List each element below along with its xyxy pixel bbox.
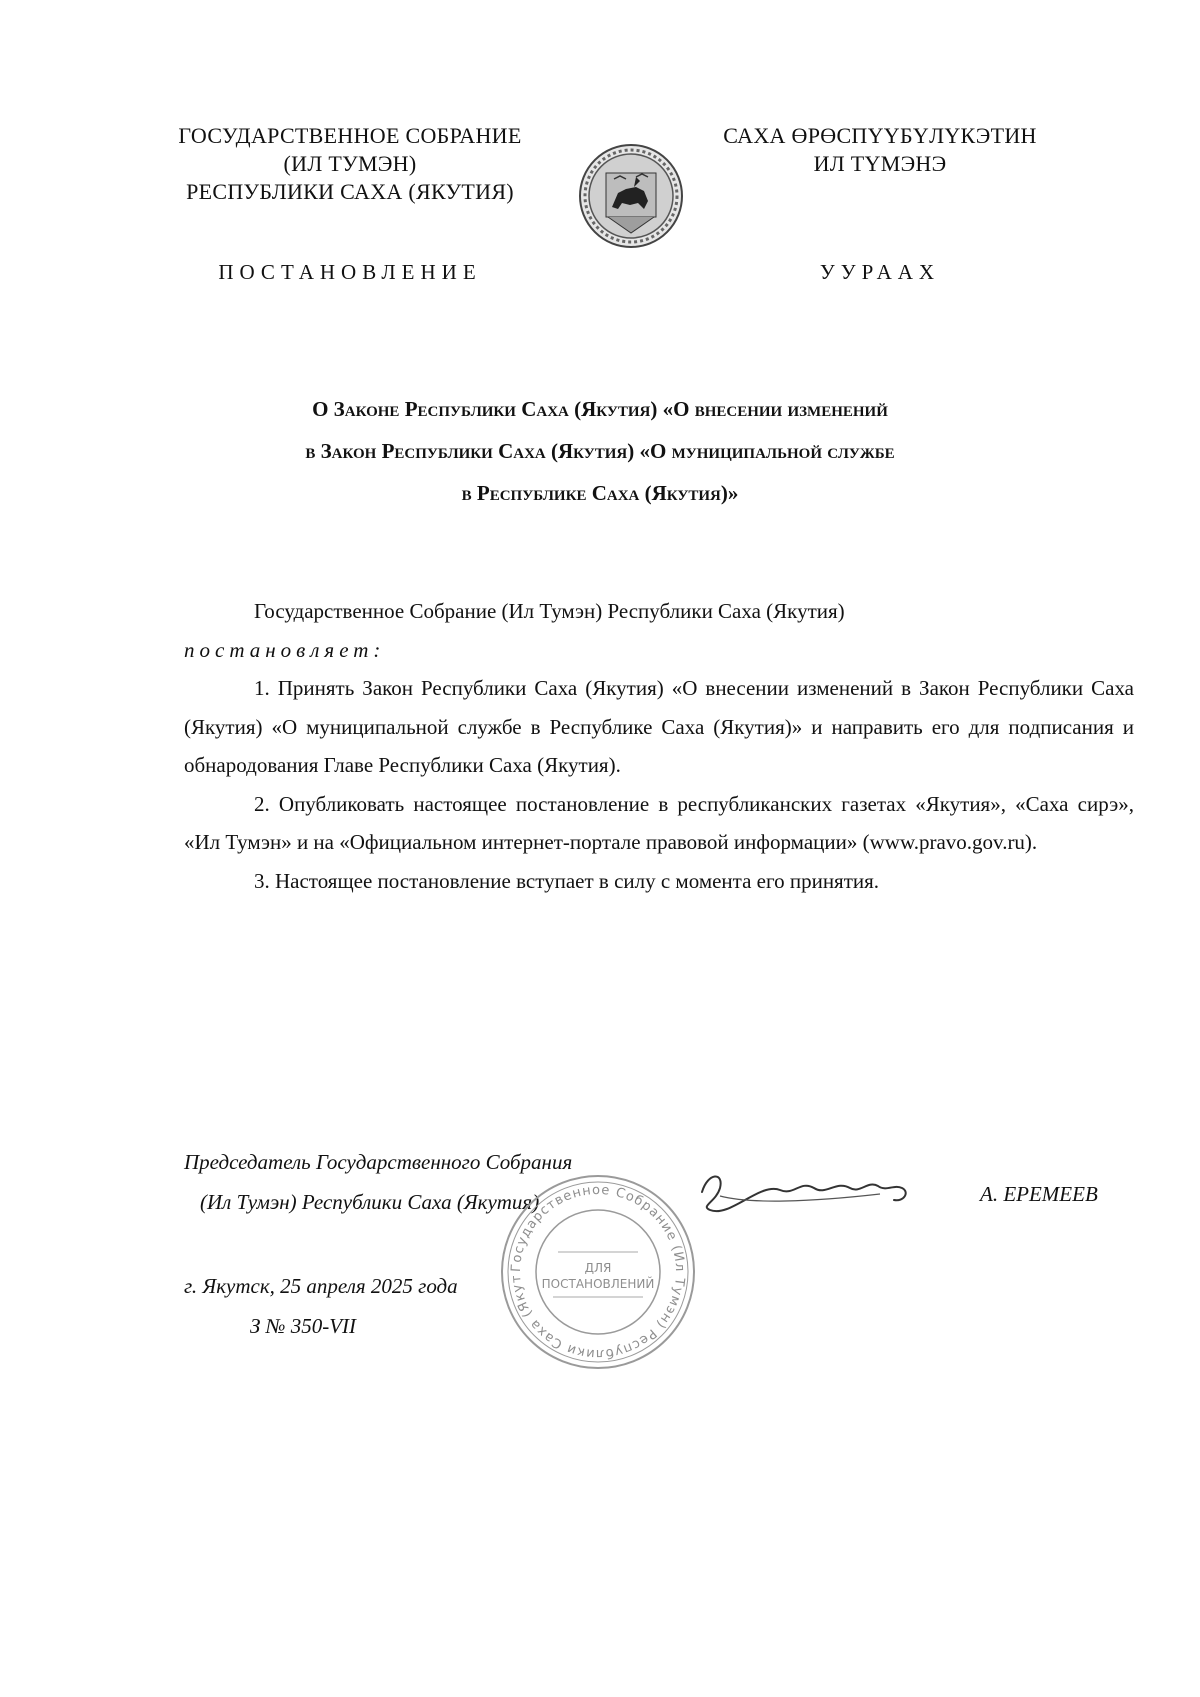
header-right-line-1: САХА ӨРӨСПҮҮБҮЛҮКЭТИН xyxy=(723,123,1037,148)
header-right-line-2: ИЛ ТҮМЭНЭ xyxy=(813,151,947,176)
signatory-title-line-1: Председатель Государственного Собрания xyxy=(184,1150,573,1174)
place-date-text: г. Якутск, 25 апреля 2025 года xyxy=(184,1274,458,1298)
header-left-line-3: РЕСПУБЛИКИ САХА (ЯКУТИЯ) xyxy=(186,179,514,204)
doc-type-russian: ПОСТАНОВЛЕНИЕ xyxy=(218,260,482,284)
intro-text: Государственное Собрание (Ил Тумэн) Республики Саха (Якутия) xyxy=(254,599,845,623)
document-title xyxy=(180,388,1020,514)
header-right xyxy=(700,122,1060,178)
title-line-2: в Закон Республики Саха (Якутия) «О муниципальной службе xyxy=(305,439,895,463)
document-body xyxy=(184,592,1134,900)
seal-center-line-2: ПОСТАНОВЛЕНИЙ xyxy=(541,1277,655,1291)
signatory-name: А. ЕРЕМЕЕВ xyxy=(980,1182,1098,1206)
signatory-title-line-2: (Ил Тумэн) Республики Саха (Якутия) xyxy=(200,1190,540,1214)
seal-center-line-1: ДЛЯ xyxy=(584,1261,612,1275)
handwritten-signature xyxy=(690,1162,920,1222)
official-seal xyxy=(498,1172,698,1372)
intro-paragraph xyxy=(184,592,1134,631)
seal-ring-text: Государственное Собрание (Ил Тумэн) Республики Саха (Якут xyxy=(508,1182,688,1362)
clause-1: 1. Принять Закон Республики Саха (Якутия) «О внесении изменений в Закон Республики Саха (Якутия) «О муниципальной службе в Республике Саха (Якутия)» и направить его для подписания и обнародования Главе Республики Саха (Якутия). xyxy=(184,676,1134,777)
header-left-line-1: ГОСУДАРСТВЕННОЕ СОБРАНИЕ xyxy=(178,123,522,148)
clause-3: 3. Настоящее постановление вступает в силу с момента его принятия. xyxy=(254,868,880,893)
header-left-line-2: (ИЛ ТУМЭН) xyxy=(283,151,417,176)
coat-of-arms-emblem xyxy=(578,143,684,249)
doc-type-yakut: УУРААХ xyxy=(819,260,941,284)
title-line-3: в Республике Саха (Якутия)» xyxy=(461,481,739,505)
place-and-date xyxy=(184,1266,458,1346)
intro-verb: постановляет: xyxy=(184,637,386,662)
document-number: З № 350-VII xyxy=(250,1314,357,1338)
clause-2: 2. Опубликовать настоящее постановление в республиканских газетах «Якутия», «Саха сирэ», «Ил Тумэн» и на «Официальном интернет-портале правовой информации» (www.pravo.gov.ru). xyxy=(184,791,1134,854)
header-left xyxy=(170,122,530,206)
title-line-1: О Законе Республики Саха (Якутия) «О внесении изменений xyxy=(312,397,888,421)
